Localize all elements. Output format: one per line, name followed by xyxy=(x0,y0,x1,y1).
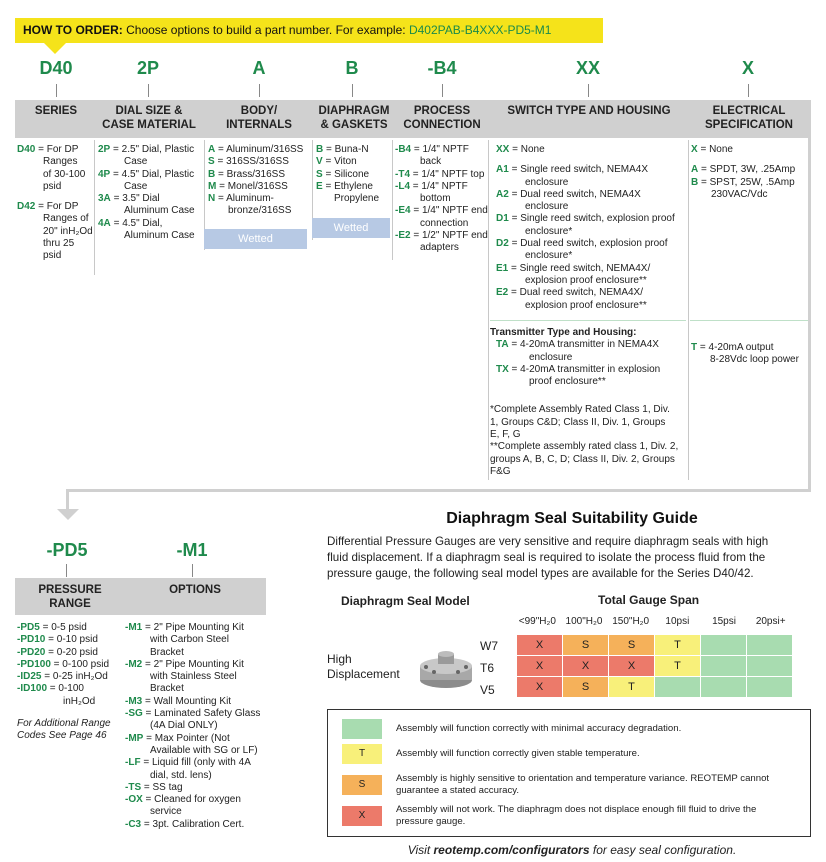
connector-line xyxy=(352,84,353,97)
switch-item: A2 = Dual reed switch, NEMA4X enclosure xyxy=(496,188,641,213)
code-switch: XX xyxy=(575,58,600,78)
header-switch: SWITCH TYPE AND HOUSING xyxy=(507,105,671,117)
code-diaphragm: B xyxy=(345,58,359,78)
flow-arrow xyxy=(57,509,79,520)
legend-swatch xyxy=(342,719,382,739)
switch-item: E2 = Dual reed switch, NEMA4X/ explosion proof enclosure** xyxy=(496,287,647,311)
legend-swatch: S xyxy=(342,775,382,795)
connector-line xyxy=(442,84,443,97)
header-options: OPTIONS xyxy=(169,584,221,596)
body-item: B = Brass/316SS xyxy=(208,168,285,180)
column-divider xyxy=(94,140,95,275)
pressure-item: -PD10 = 0-10 psid xyxy=(17,634,98,646)
connector-line xyxy=(259,84,260,97)
electrical-item: B = SPST, 25W, .5Amp 230VAC/Vdc xyxy=(691,176,795,200)
grid-cell: T xyxy=(609,677,655,698)
span-col: 100"H₂0 xyxy=(565,616,603,627)
suitability-grid xyxy=(516,634,793,698)
grid-row xyxy=(517,635,793,656)
series-list: D40 = For DP Ranges of 30-100 psid D42 = For DP Ranges of 20" inH₂Od thru 25 psid xyxy=(17,144,93,262)
process-item: -E2 = 1/2" NPTF end adapters xyxy=(395,230,488,254)
wetted-badge-diaphragm: Wetted xyxy=(312,218,390,238)
banner-text: Choose options to build a part number. For example: xyxy=(122,23,409,37)
legend-item: S Assembly is highly sensitive to orientation and temperature variance. REOTEMP cannot guarantee a stated accuracy. xyxy=(342,773,769,797)
pressure-note: For Additional Range Codes See Page 46 xyxy=(17,718,111,742)
grid-cell: X xyxy=(517,635,563,656)
header-diaphragm: DIAPHRAGM & GASKETS xyxy=(318,105,390,131)
diaphragm-item: V = Viton xyxy=(316,156,357,168)
legend-box xyxy=(327,709,811,837)
pressure-item: -PD5 = 0-5 psid xyxy=(17,622,87,633)
grid-cell: X xyxy=(609,656,655,677)
process-list xyxy=(395,144,489,255)
switch-item: A1 = Single reed switch, NEMA4X enclosure xyxy=(496,164,649,188)
divider xyxy=(490,320,686,321)
header-dial: DIAL SIZE & CASE MATERIAL xyxy=(102,105,196,131)
connector-line xyxy=(192,564,193,577)
pressure-list xyxy=(17,622,123,743)
process-item: -B4 = 1/4" NPTF back xyxy=(395,144,469,168)
banner-example: D402PAB-B4XXX-PD5-M1 xyxy=(408,23,552,37)
electrical-list xyxy=(691,144,809,201)
body-list xyxy=(208,144,312,218)
body-item: S = 316SS/316SS xyxy=(208,156,289,168)
options-list xyxy=(125,622,267,831)
transmitter-item: TA = 4-20mA transmitter in NEMA4X enclosure xyxy=(496,339,659,363)
connector-line xyxy=(748,84,749,97)
grid-cell xyxy=(747,677,793,698)
flow-connector xyxy=(66,489,69,511)
series-item: D42 = For DP xyxy=(17,201,79,213)
code-series: D40 xyxy=(39,58,73,78)
header-electrical: ELECTRICAL SPECIFICATION xyxy=(705,105,793,131)
series-item: D40 = For DP xyxy=(17,144,79,155)
configurator-link[interactable]: reotemp.com/configurators xyxy=(433,843,590,857)
model-label: V5 xyxy=(480,683,495,697)
span-col: 15psi xyxy=(712,616,736,627)
transmitter-title: Transmitter Type and Housing: xyxy=(490,327,637,338)
banner-label: HOW TO ORDER: xyxy=(23,23,123,37)
transmitter-item: TX = 4-20mA transmitter in explosion proof enclosure** xyxy=(496,363,661,388)
dial-item: 2P = 2.5" Dial, Plastic Case xyxy=(98,144,195,168)
footnote-2: **Complete assembly rated class 1, Div. 2, groups A, B, C, D; Class II, Div. 2, Groups F&G xyxy=(490,441,679,477)
electrical-item: A = SPDT, 3W, .25Amp xyxy=(691,164,796,176)
span-column-headers xyxy=(514,616,794,627)
grid-row xyxy=(517,656,793,677)
code-dial: 2P xyxy=(136,58,160,78)
option-item: -LF = Liquid fill (only with 4A dial, std. lens) xyxy=(125,757,251,781)
grid-cell xyxy=(701,635,747,656)
banner-arrow xyxy=(44,43,66,54)
grid-cell: S xyxy=(563,677,609,698)
legend-item: X Assembly will not work. The diaphragm does not displace enough fill fluid to drive the pressure gauge. xyxy=(342,804,756,828)
grid-cell: S xyxy=(563,635,609,656)
pressure-item: -PD20 = 0-20 psid xyxy=(17,646,98,658)
grid-cell: S xyxy=(609,635,655,656)
option-item: -M3 = Wall Mounting Kit xyxy=(125,695,232,707)
switch-item: XX = None xyxy=(496,144,545,155)
connector-line xyxy=(66,564,67,577)
electrical-t-item: T = 4-20mA output 8-28Vdc loop power xyxy=(691,342,799,366)
legend-swatch: T xyxy=(342,744,382,764)
body-item: A = Aluminum/316SS xyxy=(208,144,304,155)
span-col: 150"H₂0 xyxy=(612,616,650,627)
option-item: -SG = Laminated Safety Glass (4A Dial ONLY) xyxy=(125,708,261,732)
legend-swatch: X xyxy=(342,806,382,826)
diaphragm-item: S = Silicone xyxy=(316,168,370,180)
diaphragm-item: E = Ethylene Propylene xyxy=(316,180,380,205)
grid-cell: T xyxy=(655,635,701,656)
grid-cell xyxy=(701,677,747,698)
option-item: -OX = Cleaned for oxygen service xyxy=(125,794,241,818)
footnote-1: *Complete Assembly Rated Class 1, Div. 1, Groups C&D; Class II, Div. 1, Groups E, F, G xyxy=(490,404,670,441)
grid-cell: T xyxy=(655,656,701,677)
grid-cell: X xyxy=(563,656,609,677)
model-label: W7 xyxy=(480,639,498,653)
legend-item: Assembly will function correctly with minimal accuracy degradation. xyxy=(342,719,681,739)
dial-item: 4P = 4.5" Dial, Plastic Case xyxy=(98,168,195,192)
flow-connector xyxy=(808,100,811,492)
span-col: 20psi+ xyxy=(755,616,786,627)
how-to-order-banner xyxy=(15,18,603,43)
flow-connector xyxy=(66,489,811,492)
guide-intro: Differential Pressure Gauges are very sensitive and require diaphragm seals with high fluid displacement. If a diaphragm seal is required to isolate the process fluid from the pressure gauge, the following seal model types are available for the Series D40/42. xyxy=(327,535,769,580)
header-pressure: PRESSURE RANGE xyxy=(38,584,102,610)
seal-model-header: Diaphragm Seal Model xyxy=(341,594,470,608)
displacement-label: High Displacement xyxy=(327,652,400,681)
dial-item: 4A = 4.5" Dial, Aluminum Case xyxy=(98,217,195,242)
grid-row xyxy=(517,677,793,698)
connector-line xyxy=(148,84,149,97)
pressure-item: -PD100 = 0-100 psid xyxy=(17,658,110,670)
code-options: -M1 xyxy=(176,540,208,560)
process-item: -L4 = 1/4" NPTF bottom xyxy=(395,180,468,205)
diaphragm-seal-icon xyxy=(418,650,474,692)
process-item: -T4 = 1/4" NPTF top xyxy=(395,168,485,180)
model-labels xyxy=(480,635,498,701)
span-col: <99"H₂0 xyxy=(518,616,556,627)
code-process: -B4 xyxy=(427,58,457,78)
diaphragm-list xyxy=(316,144,396,205)
divider xyxy=(690,320,808,321)
body-item: N = Aluminum- bronze/316SS xyxy=(208,193,292,217)
switch-list xyxy=(496,144,688,312)
option-item: -MP = Max Pointer (Not Available with SG or LF) xyxy=(125,732,258,756)
gauge-span-header: Total Gauge Span xyxy=(598,593,700,607)
dial-list xyxy=(98,144,204,242)
column-divider xyxy=(688,140,689,480)
pressure-item: -ID25 = 0-25 inH₂Od xyxy=(17,671,108,683)
body-item: M = Monel/316SS xyxy=(208,180,288,192)
guide-title: Diaphragm Seal Suitability Guide xyxy=(446,510,698,527)
code-electrical: X xyxy=(741,58,754,78)
header-body: BODY/ INTERNALS xyxy=(226,105,292,131)
code-pressure: -PD5 xyxy=(46,540,88,560)
grid-cell: X xyxy=(517,677,563,698)
switch-item: D2 = Dual reed switch, explosion proof enclosure* xyxy=(496,238,668,262)
header-series: SERIES xyxy=(34,105,78,117)
wetted-badge-body: Wetted xyxy=(204,229,307,249)
header-process: PROCESS CONNECTION xyxy=(403,105,481,131)
footer-note: Visit reotemp.com/configurators for easy seal configuration. xyxy=(407,843,737,857)
option-item: -M2 = 2" Pipe Mounting Kit with Stainless Steel Bracket xyxy=(125,658,244,695)
code-body: A xyxy=(252,58,266,78)
model-label: T6 xyxy=(480,661,495,675)
grid-cell: X xyxy=(517,656,563,677)
legend-item: T Assembly will function correctly given stable temperature. xyxy=(342,744,640,764)
diaphragm-item: B = Buna-N xyxy=(316,144,369,155)
transmitter-section xyxy=(490,327,688,478)
dial-item: 3A = 3.5" Dial Aluminum Case xyxy=(98,193,195,217)
option-item: -C3 = 3pt. Calibration Cert. xyxy=(125,818,245,830)
option-item: -M1 = 2" Pipe Mounting Kit with Carbon Steel Bracket xyxy=(125,622,244,658)
grid-cell xyxy=(747,656,793,677)
grid-cell xyxy=(701,656,747,677)
span-col: 10psi xyxy=(665,616,690,627)
grid-cell xyxy=(747,635,793,656)
process-item: -E4 = 1/4" NPTF end connection xyxy=(395,205,488,229)
connector-line xyxy=(56,84,57,97)
pressure-item: -ID100 = 0-100 inH₂Od xyxy=(17,683,96,707)
grid-cell xyxy=(655,677,701,698)
switch-item: E1 = Single reed switch, NEMA4X/ explosion proof enclosure** xyxy=(496,262,651,286)
electrical-item: X = None xyxy=(691,144,733,155)
option-item: -TS = SS tag xyxy=(125,781,183,793)
switch-item: D1 = Single reed switch, explosion proof enclosure* xyxy=(496,213,675,237)
connector-line xyxy=(588,84,589,97)
